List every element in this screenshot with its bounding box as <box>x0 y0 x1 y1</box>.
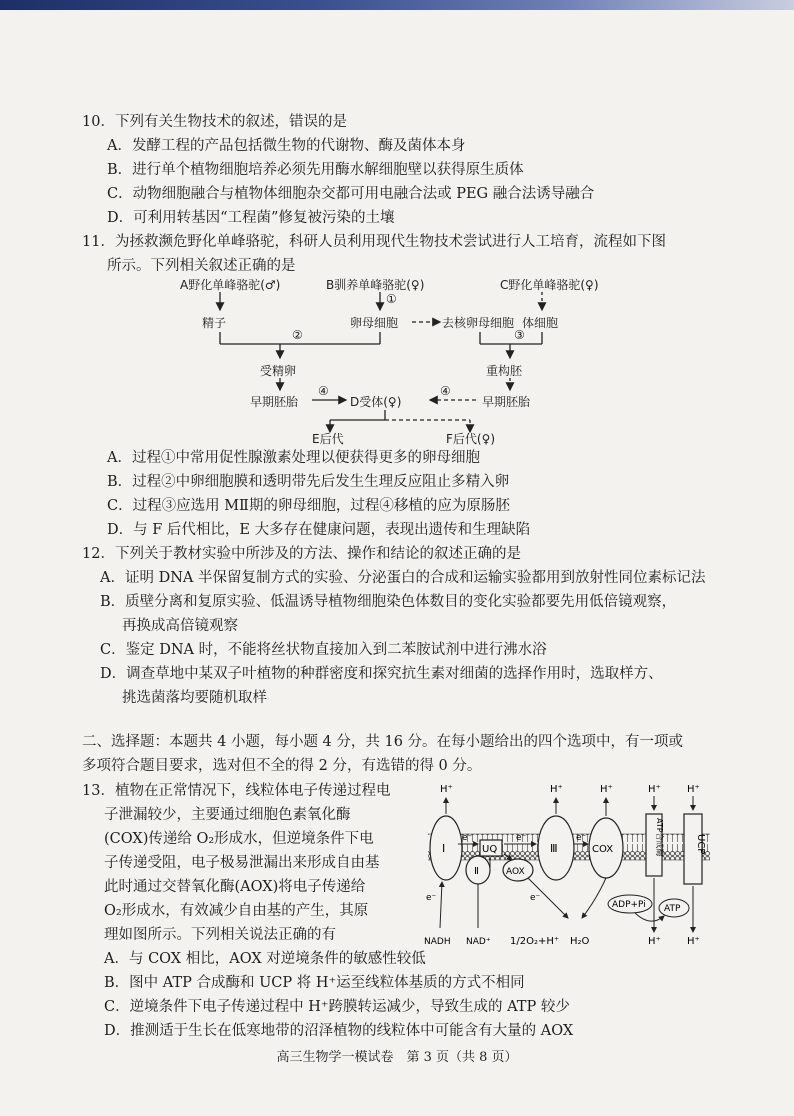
q10-option-b: B．进行单个植物细胞培养必须先用酶水解细胞壁以获得原生质体 <box>107 162 524 178</box>
q12-option-d-line2: 挑选菌落均要随机取样 <box>122 690 267 706</box>
egg-label: 卵母细胞 <box>350 316 399 330</box>
process-3-label: ③ <box>514 328 525 342</box>
q13-stem-line4: 子传递受阻，电子极易泄漏出来形成自由基 <box>104 855 380 871</box>
adp-label: ADP+Pi <box>612 900 646 910</box>
electron-label-5: e⁻ <box>530 893 541 903</box>
reconstructed-embryo-label: 重构胚 <box>486 364 523 378</box>
ucp-label: UCP <box>695 834 706 855</box>
section-2-heading-line2: 多项符合题目要求，选对但不全的得 2 分，有选错的得 0 分。 <box>82 758 482 774</box>
nadh-label: NADH <box>424 937 451 947</box>
donor-c-label: C野化单峰骆驼(♀) <box>500 278 599 292</box>
recipient-label: D受体(♀) <box>350 395 402 409</box>
h-plus-1: H⁺ <box>440 784 453 795</box>
q11-option-a: A．过程①中常用促性腺激素处理以便获得更多的卵母细胞 <box>107 450 480 466</box>
exam-page <box>0 10 794 1116</box>
h-plus-2: H⁺ <box>550 784 563 795</box>
q11-stem-line2: 所示。下列相关叙述正确的是 <box>107 258 296 274</box>
top-edge <box>0 0 794 10</box>
q11-option-b: B．过程②中卵细胞膜和透明带先后发生生理反应阻止多精入卵 <box>107 474 510 490</box>
sperm-label: 精子 <box>202 316 227 330</box>
complex-1-label: Ⅰ <box>442 842 446 855</box>
q11-option-d: D．与 F 后代相比，E 大多存在健康问题，表现出遗传和生理缺陷 <box>107 522 531 538</box>
somatic-cell-label: 体细胞 <box>522 316 559 330</box>
offspring-f-label: F后代(♀) <box>446 432 496 446</box>
q12-option-c: C．鉴定 DNA 时，不能将丝状物直接加入到二苯胺试剂中进行沸水浴 <box>100 642 547 658</box>
q13-stem-line6: O₂形成水，有效减少自由基的产生，其原 <box>104 903 369 919</box>
q10-option-a: A．发酵工程的产品包括微生物的代谢物、酶及菌体本身 <box>107 138 466 154</box>
q13-stem-line2: 子泄漏较少，主要通过细胞色素氧化酶 <box>104 807 351 823</box>
oxygen-label: 1/2O₂+H⁺ <box>510 936 560 947</box>
q13-option-c: C．逆境条件下电子传递过程中 H⁺跨膜转运减少，导致生成的 ATP 较少 <box>104 999 570 1015</box>
atp-label: ATP <box>664 904 681 914</box>
q13-stem-line5: 此时通过交替氧化酶(AOX)将电子传递给 <box>104 879 366 895</box>
electron-label-3: e⁻ <box>576 833 587 843</box>
complex-2-label: Ⅱ <box>474 866 479 877</box>
q12-option-b-line1: B．质壁分离和复原实验、低温诱导植物细胞染色体数目的变化实验都要先用低倍镜观察， <box>100 594 677 610</box>
q12-stem: 12．下列关于教材实验中所涉及的方法、操作和结论的叙述正确的是 <box>82 546 521 562</box>
q11-stem-line1: 11．为拯救濒危野化单峰骆驼，科研人员利用现代生物技术尝试进行人工培育，流程如下图 <box>82 234 666 250</box>
nad-label: NAD⁺ <box>466 937 491 947</box>
zygote-label: 受精卵 <box>260 364 297 378</box>
q12-option-a: A．证明 DNA 半保留复制方式的实验、分泌蛋白的合成和运输实验都用到放射性同位素标记法 <box>100 570 706 586</box>
uq-label: UQ <box>482 844 498 855</box>
electron-label-1: e⁻ <box>462 833 473 843</box>
early-embryo-1-label: 早期胚胎 <box>250 395 299 409</box>
page-footer: 高三生物学一模试卷 第 3 页（共 8 页） <box>276 1050 518 1065</box>
complex-3-label: Ⅲ <box>550 842 558 855</box>
q10-stem: 10．下列有关生物技术的叙述，错误的是 <box>82 114 347 130</box>
process-4a-label: ④ <box>318 384 329 398</box>
h-plus-6: H⁺ <box>648 936 661 947</box>
h-plus-7: H⁺ <box>687 936 700 947</box>
electron-label-4: e⁻ <box>426 893 437 903</box>
q11-flow-diagram <box>150 272 630 444</box>
process-1-label: ① <box>386 292 397 306</box>
early-embryo-2-label: 早期胚胎 <box>482 395 531 409</box>
donor-b-label: B驯养单峰骆驼(♀) <box>326 278 425 292</box>
h-plus-5: H⁺ <box>687 784 700 795</box>
h-plus-4: H⁺ <box>648 784 661 795</box>
complex-1-shape <box>430 816 462 880</box>
q13-stem-line3: (COX)传递给 O₂形成水，但逆境条件下电 <box>104 831 374 847</box>
q13-option-a: A．与 COX 相比，AOX 对逆境条件的敏感性较低 <box>104 951 426 967</box>
enucleated-egg-label: 去核卵母细胞 <box>442 316 515 330</box>
process-2-label: ② <box>292 328 303 342</box>
water-label: H₂O <box>570 936 590 947</box>
cox-label: COX <box>592 844 614 855</box>
q12-option-b-line2: 再换成高倍镜观察 <box>122 618 238 634</box>
q13-stem-line7: 理如图所示。下列相关说法正确的有 <box>104 927 336 943</box>
q10-option-c: C．动物细胞融合与植物体细胞杂交都可用电融合法或 PEG 融合法诱导融合 <box>107 186 595 202</box>
donor-a-label: A野化单峰骆驼(♂) <box>180 278 281 292</box>
electron-label-2: e⁻ <box>516 833 527 843</box>
q13-option-b: B．图中 ATP 合成酶和 UCP 将 H⁺运至线粒体基质的方式不相同 <box>104 975 525 991</box>
atp-synthase-label: ATP合成酶 <box>655 818 664 857</box>
q10-option-d: D．可利用转基因“工程菌”修复被污染的土壤 <box>107 210 395 226</box>
q11-option-c: C．过程③应选用 MⅡ期的卵母细胞，过程④移植的应为原肠胚 <box>107 498 510 514</box>
q13-option-d: D．推测适于生长在低寒地带的沼泽植物的线粒体中可能含有大量的 AOX <box>104 1023 574 1039</box>
offspring-e-label: E后代 <box>312 432 344 446</box>
h-plus-3: H⁺ <box>600 784 613 795</box>
section-2-heading-line1: 二、选择题：本题共 4 小题，每小题 4 分，共 16 分。在每小题给出的四个选项中，有一项或 <box>82 734 684 750</box>
process-4b-label: ④ <box>440 384 451 398</box>
q12-option-d-line1: D．调查草地中某双子叶植物的种群密度和探究抗生素对细菌的选择作用时，选取样方、 <box>100 666 663 682</box>
q13-stem-line1: 13．植物在正常情况下，线粒体电子传递过程电 <box>82 783 391 799</box>
aox-label: AOX <box>506 867 525 877</box>
q13-mitochondria-diagram <box>420 778 716 948</box>
